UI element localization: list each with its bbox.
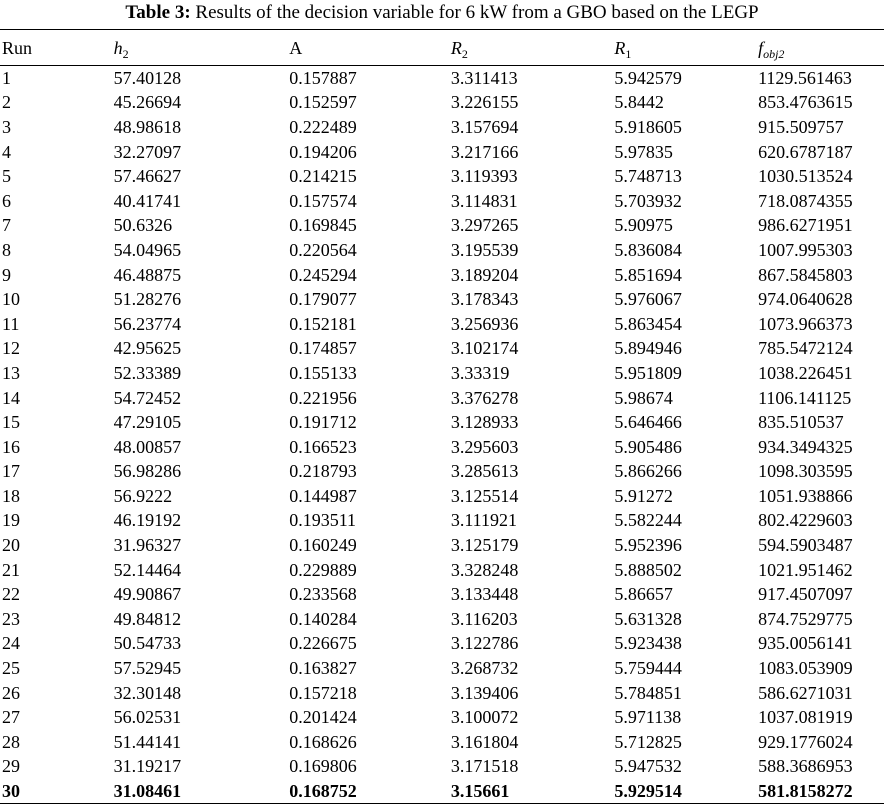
cell-run: 28 xyxy=(2,731,20,752)
cell-r1: 5.947532 xyxy=(614,756,682,777)
cell-run: 27 xyxy=(2,707,20,728)
cell-fobj2: 718.0874355 xyxy=(758,190,853,211)
table-caption-label: Table 3: xyxy=(125,2,191,23)
cell-r2: 3.157694 xyxy=(450,116,519,137)
cell-a: 0.179077 xyxy=(289,289,357,310)
cell-run: 5 xyxy=(2,166,11,187)
table-row xyxy=(0,705,884,730)
cell-fobj2: 986.6271951 xyxy=(758,215,853,236)
cell-r2: 3.171518 xyxy=(450,756,519,777)
table-row xyxy=(0,66,884,91)
cell-a: 0.193511 xyxy=(289,510,357,531)
cell-r2: 3.133448 xyxy=(450,584,519,605)
table-row xyxy=(0,90,884,115)
cell-a: 0.222489 xyxy=(289,116,357,137)
table-row xyxy=(0,484,884,509)
cell-h2: 49.84812 xyxy=(113,608,182,629)
cell-r1: 5.951809 xyxy=(614,362,682,383)
cell-a: 0.245294 xyxy=(289,264,357,285)
cell-r2: 3.116203 xyxy=(450,608,518,629)
table-row xyxy=(0,262,884,287)
cell-run: 2 xyxy=(2,92,11,113)
cell-h2: 45.26694 xyxy=(113,92,182,113)
header-run xyxy=(0,30,114,66)
cell-r1: 5.971138 xyxy=(614,707,682,728)
header-h2-sub: 2 xyxy=(122,46,129,61)
cell-r1: 5.98674 xyxy=(614,387,673,408)
cell-run: 1 xyxy=(2,68,11,89)
cell-fobj2: 853.4763615 xyxy=(758,92,853,113)
cell-a: 0.168752 xyxy=(289,780,357,801)
header-r1 xyxy=(614,30,758,66)
table-row xyxy=(0,139,884,164)
cell-r1: 5.8442 xyxy=(614,92,664,113)
cell-h2: 49.90867 xyxy=(113,584,182,605)
header-r2-base: R xyxy=(450,37,462,58)
table-row xyxy=(0,631,884,656)
cell-h2: 42.95625 xyxy=(113,338,182,359)
cell-h2: 31.19217 xyxy=(113,756,182,777)
cell-h2: 56.23774 xyxy=(113,313,182,334)
cell-r2: 3.285613 xyxy=(450,461,519,482)
cell-a: 0.220564 xyxy=(289,239,357,260)
cell-fobj2: 835.510537 xyxy=(758,412,844,433)
cell-run: 12 xyxy=(2,338,20,359)
cell-fobj2: 620.6787187 xyxy=(758,141,853,162)
header-h2-base: h xyxy=(113,37,123,58)
cell-a: 0.221956 xyxy=(289,387,357,408)
cell-run: 11 xyxy=(2,313,20,334)
cell-r1: 5.851694 xyxy=(614,264,682,285)
cell-fobj2: 1073.966373 xyxy=(758,313,853,334)
cell-r1: 5.976067 xyxy=(614,289,682,310)
cell-r2: 3.161804 xyxy=(450,731,519,752)
table-row xyxy=(0,410,884,435)
header-r2-label xyxy=(450,37,468,61)
table-row xyxy=(0,459,884,484)
cell-r2: 3.217166 xyxy=(450,141,519,162)
table-row xyxy=(0,238,884,263)
cell-h2: 54.04965 xyxy=(113,239,182,260)
cell-fobj2: 974.0640628 xyxy=(758,289,853,310)
table-row xyxy=(0,557,884,582)
cell-fobj2: 1007.995303 xyxy=(758,239,853,260)
table-row xyxy=(0,533,884,558)
table-row xyxy=(0,188,884,213)
table-row xyxy=(0,287,884,312)
cell-r2: 3.100072 xyxy=(450,707,519,728)
cell-r1: 5.784851 xyxy=(614,682,682,703)
cell-r2: 3.128933 xyxy=(450,412,519,433)
cell-fobj2: 874.7529775 xyxy=(758,608,853,629)
header-row xyxy=(0,30,884,66)
cell-r1: 5.91272 xyxy=(614,485,673,506)
cell-h2: 31.08461 xyxy=(113,780,182,801)
cell-a: 0.191712 xyxy=(289,412,357,433)
cell-r2: 3.122786 xyxy=(450,633,519,654)
header-r1-sub: 1 xyxy=(625,46,632,61)
cell-r1: 5.836084 xyxy=(614,239,682,260)
cell-a: 0.157574 xyxy=(289,190,357,211)
cell-fobj2: 1021.951462 xyxy=(758,559,853,580)
cell-h2: 57.40128 xyxy=(113,68,182,89)
table-row xyxy=(0,361,884,386)
cell-h2: 47.29105 xyxy=(113,412,182,433)
table-row xyxy=(0,680,884,705)
cell-fobj2: 581.8158272 xyxy=(758,780,853,801)
cell-r2: 3.226155 xyxy=(450,92,519,113)
cell-fobj2: 588.3686953 xyxy=(758,756,853,777)
table-row xyxy=(0,582,884,607)
table-caption xyxy=(0,2,884,24)
cell-h2: 48.98618 xyxy=(113,116,182,137)
table-body xyxy=(0,66,884,804)
cell-a: 0.194206 xyxy=(289,141,357,162)
table-row xyxy=(0,336,884,361)
cell-r1: 5.952396 xyxy=(614,535,682,556)
cell-r1: 5.863454 xyxy=(614,313,682,334)
header-h2 xyxy=(114,30,290,66)
cell-h2: 32.27097 xyxy=(113,141,182,162)
cell-h2: 52.14464 xyxy=(113,559,182,580)
cell-h2: 31.96327 xyxy=(113,535,182,556)
cell-run: 3 xyxy=(2,116,11,137)
cell-r2: 3.295603 xyxy=(450,436,519,457)
cell-r2: 3.189204 xyxy=(450,264,519,285)
cell-fobj2: 1037.081919 xyxy=(758,707,853,728)
results-table xyxy=(0,29,884,804)
cell-run: 30 xyxy=(2,780,20,801)
cell-a: 0.152181 xyxy=(289,313,357,334)
cell-h2: 50.6326 xyxy=(113,215,173,236)
cell-r2: 3.102174 xyxy=(450,338,519,359)
cell-run: 8 xyxy=(2,239,11,260)
cell-a: 0.166523 xyxy=(289,436,357,457)
cell-r1: 5.86657 xyxy=(614,584,673,605)
cell-h2: 54.72452 xyxy=(113,387,182,408)
cell-run: 17 xyxy=(2,461,20,482)
cell-run: 25 xyxy=(2,658,20,679)
cell-run: 7 xyxy=(2,215,11,236)
cell-h2: 56.9222 xyxy=(113,485,173,506)
cell-r2: 3.268732 xyxy=(450,658,519,679)
cell-a: 0.160249 xyxy=(289,535,357,556)
cell-a: 0.157218 xyxy=(289,682,357,703)
cell-h2: 46.48875 xyxy=(113,264,182,285)
cell-run: 21 xyxy=(2,559,20,580)
cell-a: 0.174857 xyxy=(289,338,357,359)
cell-fobj2: 1083.053909 xyxy=(758,658,853,679)
cell-r1: 5.894946 xyxy=(614,338,682,359)
cell-a: 0.157887 xyxy=(289,68,357,89)
cell-run: 22 xyxy=(2,584,20,605)
cell-fobj2: 1098.303595 xyxy=(758,461,853,482)
cell-a: 0.168626 xyxy=(289,731,357,752)
cell-h2: 56.02531 xyxy=(113,707,182,728)
cell-a: 0.201424 xyxy=(289,707,357,728)
cell-r2: 3.125514 xyxy=(450,485,519,506)
cell-r1: 5.582244 xyxy=(614,510,682,531)
table-row xyxy=(0,508,884,533)
cell-r1: 5.866266 xyxy=(614,461,682,482)
cell-run: 16 xyxy=(2,436,20,457)
table-row xyxy=(0,115,884,140)
cell-h2: 50.54733 xyxy=(113,633,182,654)
cell-fobj2: 935.0056141 xyxy=(758,633,853,654)
header-r1-label xyxy=(614,37,632,61)
cell-r2: 3.33319 xyxy=(450,362,510,383)
cell-fobj2: 917.4507097 xyxy=(758,584,853,605)
header-r2 xyxy=(451,30,615,66)
table-row xyxy=(0,385,884,410)
table-row xyxy=(0,164,884,189)
cell-fobj2: 785.5472124 xyxy=(758,338,853,359)
cell-fobj2: 1106.141125 xyxy=(758,387,852,408)
cell-fobj2: 1030.513524 xyxy=(758,166,853,187)
cell-run: 13 xyxy=(2,362,20,383)
cell-fobj2: 1129.561463 xyxy=(758,68,852,89)
cell-r1: 5.759444 xyxy=(614,658,682,679)
cell-run: 9 xyxy=(2,264,11,285)
header-h2-label xyxy=(113,37,129,61)
cell-r2: 3.376278 xyxy=(450,387,519,408)
cell-run: 10 xyxy=(2,289,20,310)
cell-a: 0.214215 xyxy=(289,166,357,187)
table-row xyxy=(0,213,884,238)
cell-r1: 5.646466 xyxy=(614,412,682,433)
cell-fobj2: 934.3494325 xyxy=(758,436,853,457)
cell-r2: 3.297265 xyxy=(450,215,519,236)
cell-r1: 5.90975 xyxy=(614,215,673,236)
cell-r1: 5.712825 xyxy=(614,731,682,752)
header-fobj2-base: f xyxy=(758,37,764,58)
cell-a: 0.163827 xyxy=(289,658,357,679)
cell-a: 0.152597 xyxy=(289,92,357,113)
cell-h2: 46.19192 xyxy=(113,510,182,531)
cell-h2: 48.00857 xyxy=(113,436,182,457)
header-a-label: A xyxy=(289,37,303,58)
cell-r2: 3.311413 xyxy=(450,68,518,89)
header-a xyxy=(289,30,451,66)
cell-r1: 5.929514 xyxy=(614,780,682,801)
cell-run: 20 xyxy=(2,535,20,556)
cell-r1: 5.703932 xyxy=(614,190,682,211)
cell-a: 0.140284 xyxy=(289,608,357,629)
cell-run: 24 xyxy=(2,633,20,654)
cell-run: 29 xyxy=(2,756,20,777)
table-row xyxy=(0,607,884,632)
cell-run: 18 xyxy=(2,485,20,506)
table-row xyxy=(0,754,884,779)
cell-run: 15 xyxy=(2,412,20,433)
cell-a: 0.229889 xyxy=(289,559,357,580)
cell-h2: 57.52945 xyxy=(113,658,182,679)
cell-h2: 40.41741 xyxy=(113,190,182,211)
cell-fobj2: 1051.938866 xyxy=(758,485,853,506)
table-row xyxy=(0,656,884,681)
cell-run: 4 xyxy=(2,141,11,162)
cell-fobj2: 594.5903487 xyxy=(758,535,853,556)
cell-r2: 3.195539 xyxy=(450,239,519,260)
cell-r2: 3.328248 xyxy=(450,559,519,580)
header-run-label: Run xyxy=(2,37,33,58)
cell-r1: 5.923438 xyxy=(614,633,682,654)
cell-r1: 5.942579 xyxy=(614,68,682,89)
table-row xyxy=(0,779,884,804)
cell-fobj2: 586.6271031 xyxy=(758,682,853,703)
table-caption-text: Results of the decision variable for 6 kW from a GBO based on the LEGP xyxy=(195,2,759,23)
cell-run: 26 xyxy=(2,682,20,703)
table-header xyxy=(0,30,884,66)
header-fobj2-label xyxy=(758,37,785,61)
cell-r2: 3.111921 xyxy=(450,510,517,531)
cell-h2: 51.28276 xyxy=(113,289,182,310)
header-r2-sub: 2 xyxy=(461,46,468,61)
cell-h2: 57.46627 xyxy=(113,166,182,187)
cell-fobj2: 915.509757 xyxy=(758,116,844,137)
cell-r1: 5.918605 xyxy=(614,116,682,137)
cell-h2: 51.44141 xyxy=(113,731,182,752)
table-row xyxy=(0,311,884,336)
cell-r1: 5.888502 xyxy=(614,559,682,580)
cell-r1: 5.631328 xyxy=(614,608,682,629)
header-fobj2 xyxy=(758,30,884,66)
header-fobj2-sub: obj2 xyxy=(763,46,785,61)
cell-r2: 3.178343 xyxy=(450,289,519,310)
cell-fobj2: 929.1776024 xyxy=(758,731,853,752)
cell-r2: 3.15661 xyxy=(450,780,510,801)
cell-r2: 3.114831 xyxy=(450,190,518,211)
cell-fobj2: 802.4229603 xyxy=(758,510,853,531)
cell-r2: 3.256936 xyxy=(450,313,519,334)
cell-fobj2: 1038.226451 xyxy=(758,362,853,383)
cell-run: 14 xyxy=(2,387,20,408)
cell-h2: 32.30148 xyxy=(113,682,182,703)
cell-a: 0.169806 xyxy=(289,756,357,777)
cell-r2: 3.125179 xyxy=(450,535,519,556)
header-r1-base: R xyxy=(614,37,626,58)
cell-r2: 3.139406 xyxy=(450,682,519,703)
table-row xyxy=(0,730,884,755)
cell-h2: 56.98286 xyxy=(113,461,182,482)
cell-a: 0.226675 xyxy=(289,633,357,654)
cell-r1: 5.905486 xyxy=(614,436,682,457)
cell-a: 0.144987 xyxy=(289,485,357,506)
cell-r1: 5.97835 xyxy=(614,141,673,162)
cell-a: 0.233568 xyxy=(289,584,357,605)
cell-run: 6 xyxy=(2,190,11,211)
cell-r2: 3.119393 xyxy=(450,166,518,187)
cell-a: 0.218793 xyxy=(289,461,357,482)
cell-h2: 52.33389 xyxy=(113,362,182,383)
cell-run: 23 xyxy=(2,608,20,629)
cell-a: 0.155133 xyxy=(289,362,357,383)
cell-r1: 5.748713 xyxy=(614,166,682,187)
cell-run: 19 xyxy=(2,510,20,531)
cell-a: 0.169845 xyxy=(289,215,357,236)
cell-fobj2: 867.5845803 xyxy=(758,264,853,285)
table-row xyxy=(0,434,884,459)
